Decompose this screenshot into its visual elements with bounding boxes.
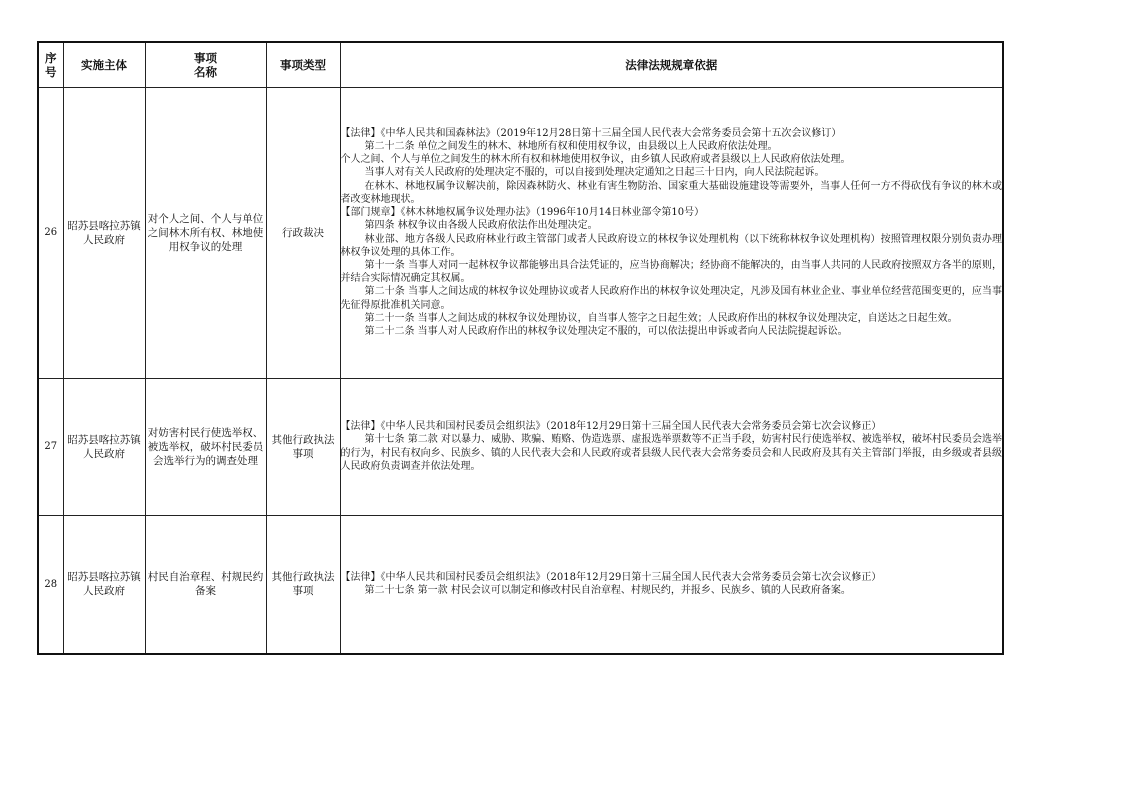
row-subject: 昭苏县喀拉苏镇人民政府 [63,87,145,378]
header-item-name: 事项名称 [145,42,266,87]
row-seq: 27 [38,378,63,515]
basis-paragraph: 第四条 林权争议由各级人民政府依法作出处理决定。 [364,220,598,232]
basis-paragraph: 【部门规章】《林木林地权属争议处理办法》（1996年10月14日林业部令第10号） [340,207,705,219]
basis-paragraph: 第十一条 当事人对同一起林权争议都能够出具合法凭证的，应当协商解决；经协商不能解决的，由当事人共同的人民政府按照双方各半的原则，并结合实际情况确定其权属。 [340,259,1002,285]
row-item-name: 对妨害村民行使选举权、被选举权，破坏村民委员会选举行为的调查处理 [145,378,266,515]
header-item-type: 事项类型 [266,42,340,87]
basis-paragraph: 第二十条 当事人之间达成的林权争议处理协议或者人民政府作出的林权争议处理决定，凡涉及国有林业企业、事业单位经营范围变更的，应当事先征得原批准机关同意。 [340,286,1002,311]
row-basis [340,87,1003,378]
basis-paragraph: 第二十七条 第一款 村民会议可以制定和修改村民自治章程、村规民约，并报乡、民族乡、镇的人民政府备案。 [364,585,851,597]
basis-paragraph: 第二十二条 单位之间发生的林木、林地所有权和使用权争议，由县级以上人民政府依法处理。 [364,141,778,153]
basis-paragraph: 第二十二条 当事人对人民政府作出的林权争议处理决定不服的，可以依法提出申诉或者向人民法院提起诉讼。 [364,325,848,337]
row-seq: 28 [38,515,63,654]
row-subject: 昭苏县喀拉苏镇人民政府 [63,515,145,654]
basis-paragraph: 当事人对有关人民政府的处理决定不服的，可以自接到处理决定通知之日起三十日内，向人民法院起诉。 [364,167,825,179]
basis-paragraph: 【法律】《中华人民共和国森林法》（2019年12月28日第十三届全国人民代表大会常务委员会第十五次会议修订） [340,127,842,139]
header-seq: 序号 [38,42,63,87]
basis-paragraph: 【法律】《中华人民共和国村民委员会组织法》（2018年12月29日第十三届全国人民代表大会常务委员会第七次会议修正） [340,572,882,584]
table-row [38,87,1003,378]
basis-paragraph: 第二十一条 当事人之间达成的林权争议处理协议，自当事人签字之日起生效；人民政府作出的林权争议处理决定，自送达之日起生效。 [364,312,958,324]
rules-table [37,41,1004,655]
row-basis [340,515,1003,654]
basis-paragraph: 林业部、地方各级人民政府林业行政主管部门或者人民政府设立的林权争议处理机构（以下统称林权争议处理机构）按照管理权限分别负责办理林权争议处理的具体工作。 [340,233,1002,258]
header-subject: 实施主体 [63,42,145,87]
row-item-type: 行政裁决 [266,87,340,378]
basis-paragraph: 第十七条 第二款 对以暴力、威胁、欺骗、贿赂、伪造选票、虚报选举票数等不正当手段，妨害村民行使选举权、被选举权，破坏村民委员会选举的行为，村民有权向乡、民族乡、镇的人民代表大会和人民政府或者县级人民代表大会常务委员会和人民政府及其有关主管部门举报，由乡级或者县级人民政府负责调查并依法处理。 [340,434,1002,472]
header-basis: 法律法规规章依据 [340,42,1003,87]
header-row [38,42,1003,87]
basis-paragraph: 【法律】《中华人民共和国村民委员会组织法》（2018年12月29日第十三届全国人民代表大会常务委员会第七次会议修正） [340,421,882,433]
row-seq: 26 [38,87,63,378]
basis-paragraph: 个人之间、个人与单位之间发生的林木所有权和林地使用权争议，由乡镇人民政府或者县级以上人民政府依法处理。 [340,154,851,166]
table-row [38,378,1003,515]
row-basis [340,378,1003,515]
row-item-type: 其他行政执法事项 [266,378,340,515]
row-item-name: 对个人之间、个人与单位之间林木所有权、林地使用权争议的处理 [145,87,266,378]
row-item-name: 村民自治章程、村规民约备案 [145,515,266,654]
row-subject: 昭苏县喀拉苏镇人民政府 [63,378,145,515]
table-row [38,515,1003,654]
basis-paragraph: 在林木、林地权属争议解决前，除因森林防火、林业有害生物防治、国家重大基础设施建设等需要外，当事人任何一方不得砍伐有争议的林木或者改变林地现状。 [340,180,1002,205]
row-item-type: 其他行政执法事项 [266,515,340,654]
